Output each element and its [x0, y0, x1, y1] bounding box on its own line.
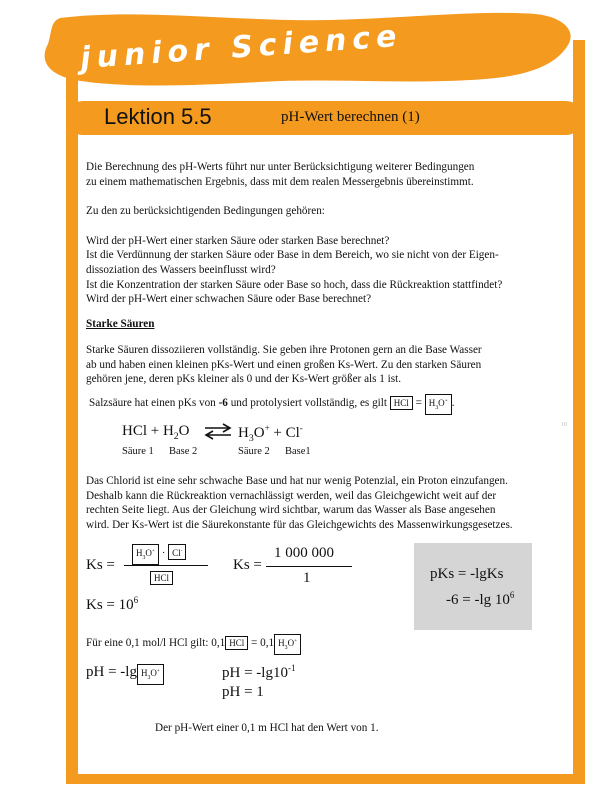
- intro-line: zu einem mathematischen Ergebnis, dass mit dem realen Messergebnis übereinstimmt.: [86, 175, 474, 188]
- page-number: 10: [561, 422, 567, 428]
- ph-h: H: [140, 668, 148, 678]
- conc-mid: = 0,1: [248, 637, 275, 649]
- ph-plus: +: [156, 668, 160, 674]
- section-heading: Starke Säuren: [86, 318, 155, 330]
- chlorid-line: Deshalb kann die Rückreaktion vernachlässigt werden, weil das Gleichgewicht weit auf der: [86, 489, 497, 502]
- label-saeure1: Säure 1: [122, 446, 154, 457]
- num-o: O: [145, 548, 152, 558]
- intro-line: Zu den zu berücksichtigenden Bedingungen gehören:: [86, 205, 325, 218]
- num-cl-sup: -: [180, 548, 183, 554]
- num-h: H: [136, 548, 143, 558]
- ks-label: Ks =: [86, 557, 115, 573]
- question-line: Ist die Konzentration der starken Säure oder Base so hoch, dass die Rückreaktion stattfindet?: [86, 278, 503, 291]
- num-sub: 3: [142, 554, 146, 561]
- ph2-base: pH = -lg10: [222, 665, 288, 681]
- conc-hcl-bracket: HCl: [225, 636, 248, 650]
- reaction-right: [238, 423, 303, 444]
- salzsaeure-line: [89, 394, 454, 415]
- section-line: ab und haben einen kleinen pKs-Wert und einen großen Ks-Wert. Zu den starken Säuren: [86, 358, 482, 371]
- h-symbol: H: [428, 398, 436, 408]
- left-rail: [66, 110, 78, 782]
- question-line: Ist die Verdünnung der starken Säure oder Base in dem Bereich, wo sie nicht von der Eigen-: [86, 249, 499, 262]
- ks-denominator: [150, 571, 173, 585]
- question-line: dissoziation des Wassers beeinflusst wird?: [86, 263, 276, 276]
- conc-plus: +: [294, 638, 298, 644]
- conclusion: Der pH-Wert einer 0,1 m HCl hat den Wert von 1.: [155, 722, 379, 734]
- conc-h3o-bracket: [274, 634, 301, 655]
- label-base1: Base1: [285, 446, 311, 457]
- plus-sup: +: [444, 398, 448, 404]
- brand-logo: junior Science: [79, 18, 404, 77]
- ks-fraction-line: [124, 565, 208, 566]
- ks3-base: Ks = 10: [86, 597, 134, 613]
- den-hcl-bracket: HCl: [150, 571, 173, 585]
- reaction-cl: + Cl: [269, 425, 300, 441]
- ks2-denominator: 1: [303, 570, 311, 586]
- reaction-left: [122, 423, 190, 442]
- ks2-label: Ks =: [233, 557, 262, 573]
- question-line: Wird der pH-Wert einer schwachen Säure oder Base berechnet?: [86, 293, 372, 306]
- concentration-line: [86, 634, 301, 655]
- num-cl: Cl: [172, 548, 181, 558]
- intro-line: Die Berechnung des pH-Werts führt nur unter Berücksichtigung weiterer Bedingungen: [86, 161, 475, 173]
- lesson-number: Lektion 5.5: [104, 104, 212, 129]
- conc-pre: Für eine 0,1 mol/l HCl gilt: 0,1: [86, 637, 226, 649]
- reaction-sup: +: [264, 423, 270, 433]
- equilibrium-arrow-icon: [203, 422, 233, 440]
- num-plus: +: [151, 548, 155, 554]
- left-rail-top: [66, 40, 78, 110]
- num-cl-bracket: [168, 544, 186, 560]
- hcl-bracket: HCl: [390, 396, 413, 410]
- salz-pre: Salzsäure hat einen pKs von: [89, 397, 219, 409]
- ph-o: O: [150, 668, 157, 678]
- h3o-bracket: [425, 394, 452, 415]
- chlorid-line: rechten Seite liegt. Aus der Gleichung wird sichtbar, warum das Wasser als Base angesehen: [86, 504, 496, 517]
- o-symbol: O: [438, 398, 445, 408]
- lesson-title: pH-Wert berechnen (1): [281, 109, 420, 125]
- ph1-text: pH = -lg: [86, 664, 137, 680]
- right-rail: [573, 110, 585, 782]
- label-saeure2: Säure 2: [238, 446, 270, 457]
- ph-line3: pH = 1: [222, 684, 264, 700]
- intro-block: [86, 160, 556, 307]
- ks2-numerator: 1 000 000: [274, 545, 334, 561]
- ks-numerator: [132, 544, 186, 565]
- ks3-exp: 6: [133, 595, 139, 605]
- chlorid-line: Das Chlorid ist eine sehr schwache Base und hat nur wenig Potenzial, ein Proton einzufangen.: [86, 475, 508, 487]
- bottom-rail: [66, 774, 585, 784]
- reaction-sub: 3: [248, 433, 254, 444]
- ph-line1: [86, 664, 164, 685]
- chlorid-paragraph: [86, 474, 561, 532]
- conc-sub: 3: [284, 644, 288, 651]
- period: .: [451, 397, 455, 409]
- salz-post: und protolysiert vollständig, es gilt: [227, 397, 390, 409]
- reaction-left-end: O: [178, 423, 190, 439]
- ks2-fraction-line: [266, 566, 352, 567]
- ks3: [86, 595, 138, 614]
- pks2-base: -6 = -lg 10: [446, 592, 510, 608]
- num-h3o-bracket: [132, 544, 159, 565]
- right-rail-top: [573, 40, 585, 110]
- section-paragraph: [86, 343, 556, 387]
- reaction-o: O: [253, 425, 265, 441]
- question-line: Wird der pH-Wert einer starken Säure oder starken Base berechnet?: [86, 234, 390, 247]
- label-base2: Base 2: [169, 446, 198, 457]
- ph-sub: 3: [147, 674, 151, 681]
- reaction-cl-sup: -: [299, 423, 303, 433]
- salz-value: -6: [218, 397, 228, 409]
- ph1-bracket: [137, 664, 164, 685]
- conc-o: O: [287, 638, 295, 648]
- h3o-sub: 3: [435, 404, 439, 411]
- section-line: Starke Säuren dissoziieren vollständig. Sie geben ihre Protonen gern an die Base Wasser: [86, 344, 482, 356]
- conc-h: H: [278, 638, 285, 648]
- chlorid-line: wird. Der Ks-Wert ist die Säurekonstante für das Gleichgewichts des Massenwirkungsgesetzes.: [86, 518, 513, 531]
- ph2-exp: -1: [287, 663, 296, 673]
- pks-line2: [446, 590, 514, 609]
- section-line: gehören jene, deren pKs kleiner als 0 und der Ks-Wert größer als 1 ist.: [86, 373, 402, 386]
- num-dot: ·: [161, 547, 166, 559]
- reaction-left-text: HCl + H: [122, 423, 174, 439]
- pks-line1: pKs = -lgKs: [430, 566, 504, 582]
- reaction-h: H: [238, 425, 249, 441]
- ph-line2: [222, 663, 295, 682]
- reaction-left-sub: 2: [173, 431, 179, 442]
- pks2-exp: 6: [509, 590, 515, 600]
- equals: =: [415, 397, 422, 409]
- pks-box: [414, 543, 532, 630]
